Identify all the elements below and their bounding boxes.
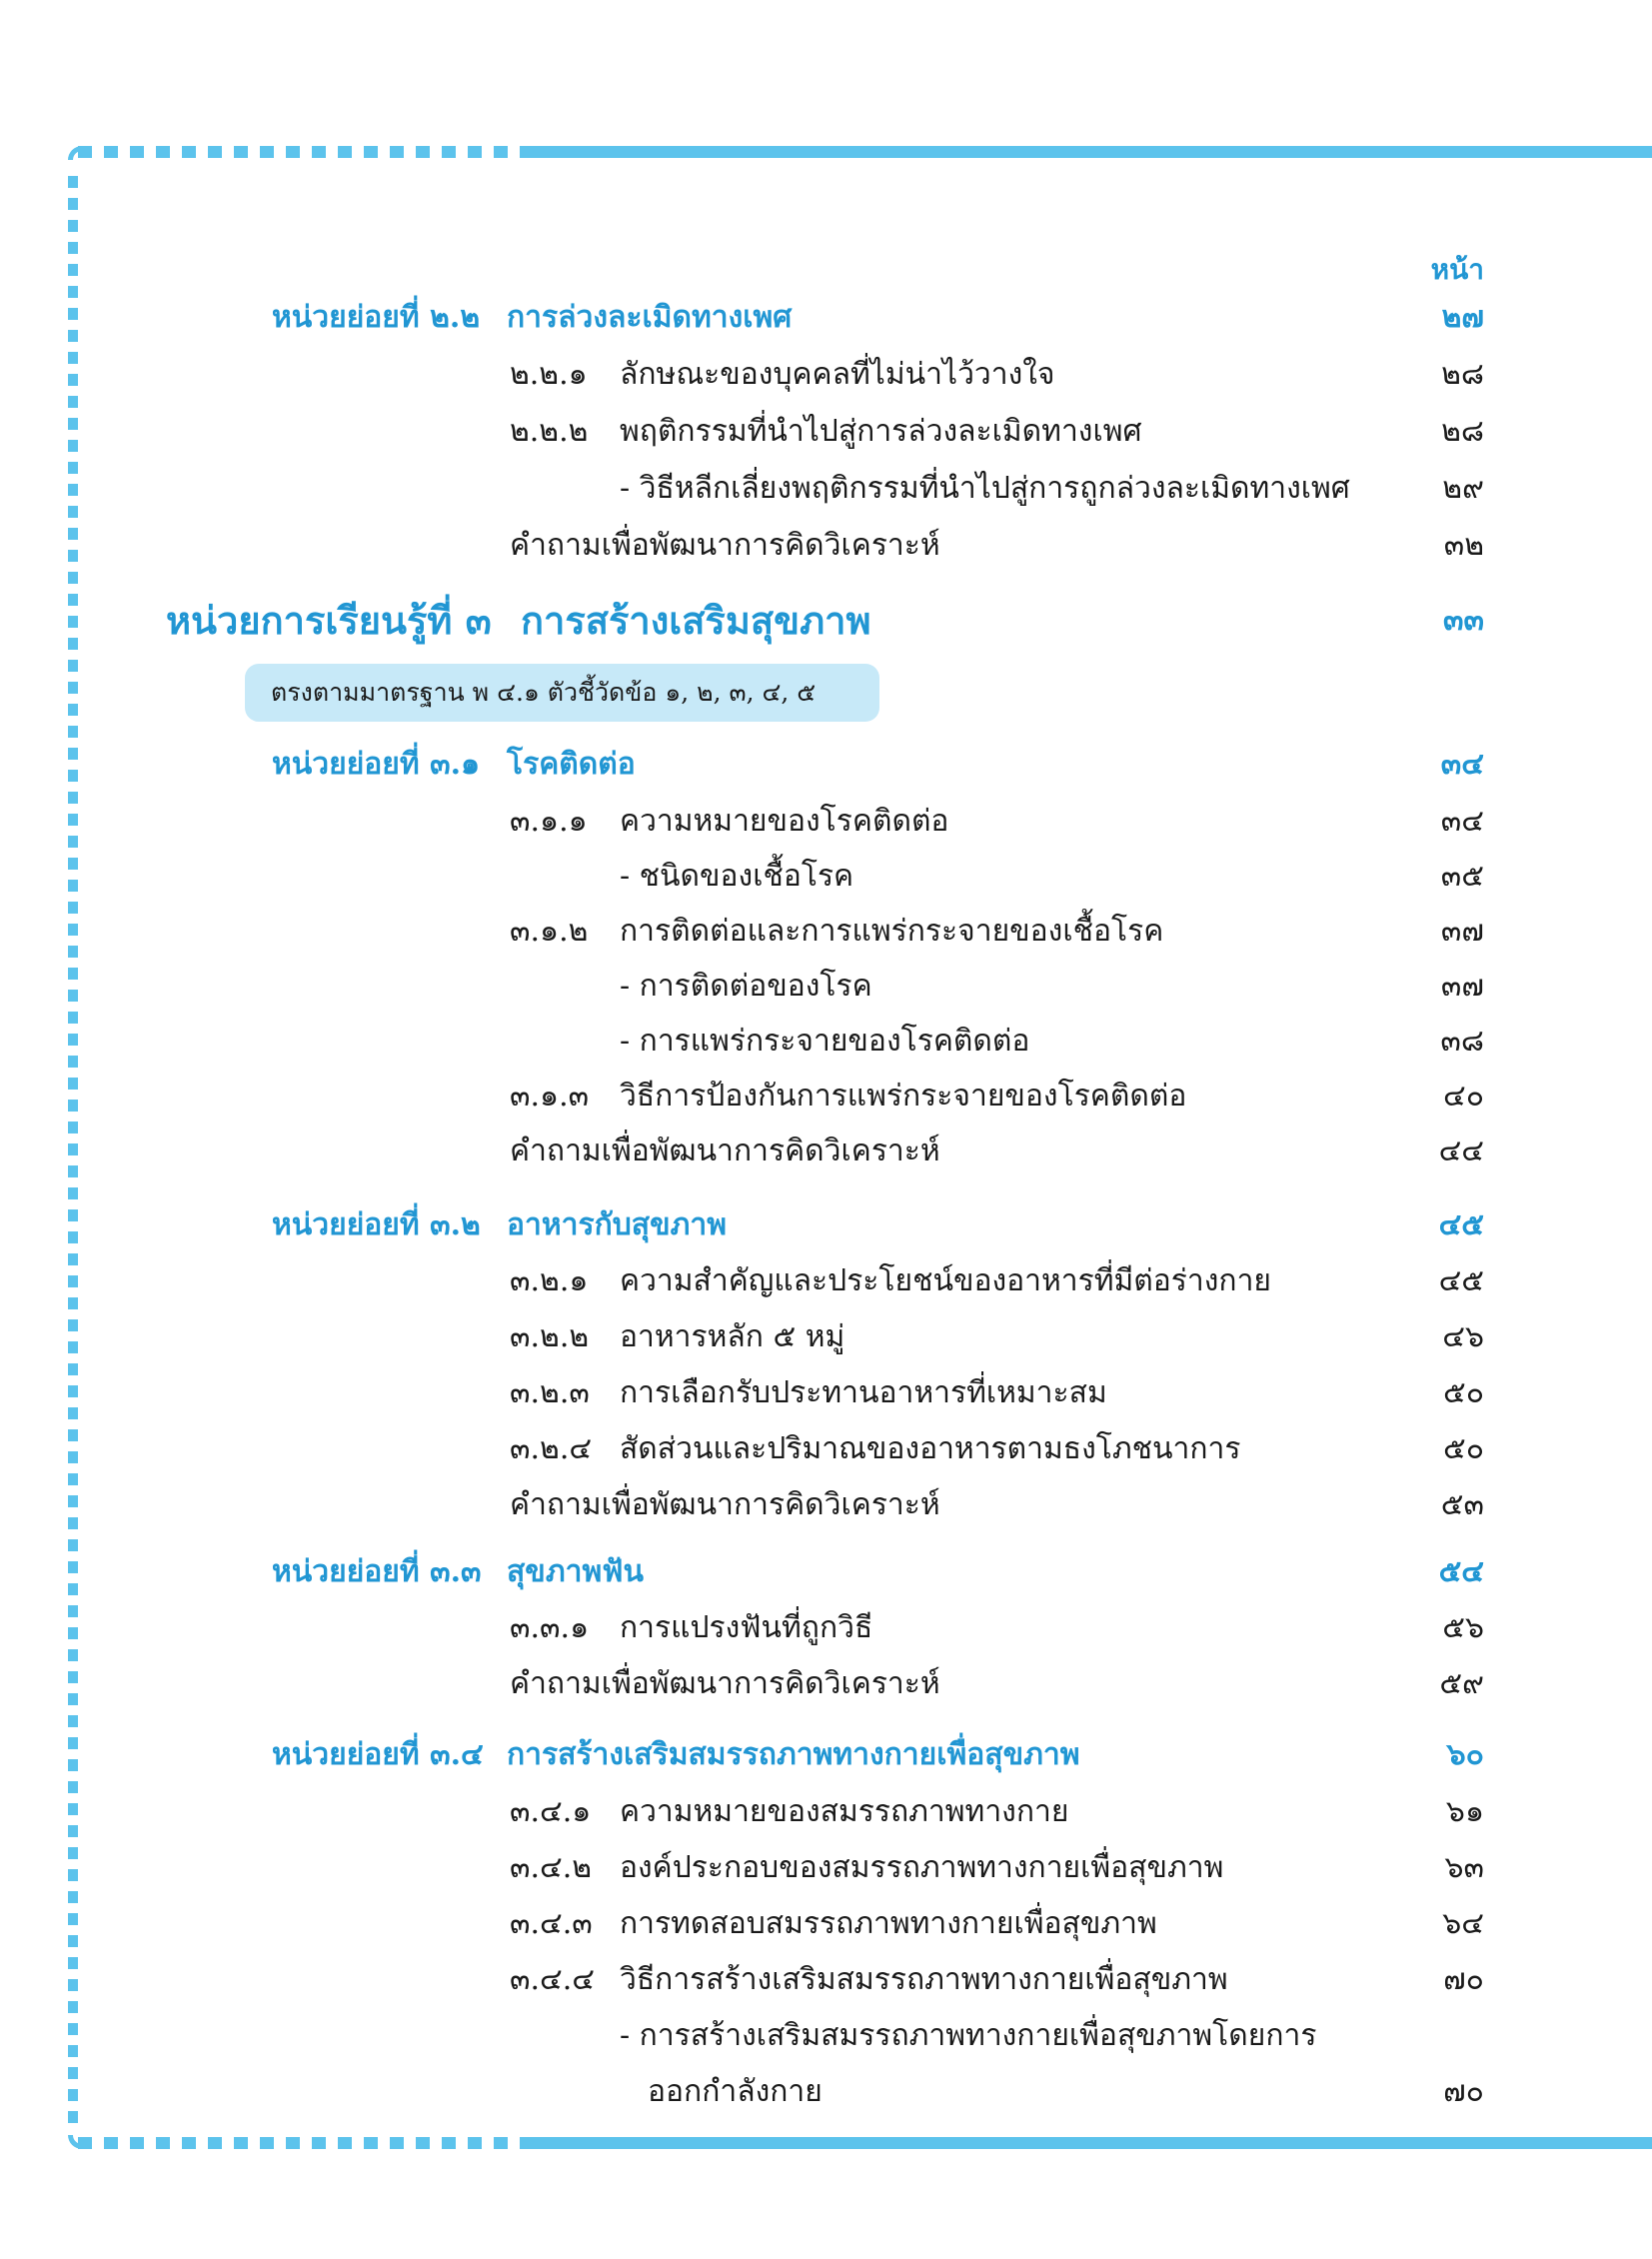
page-number: ๔๕: [1438, 1263, 1484, 1298]
page-number: ๓๔: [1440, 804, 1484, 839]
page-number: ๔๖: [1442, 1319, 1484, 1354]
page-number: ๒๘: [1441, 357, 1484, 392]
subunit-heading: หน่วยย่อยที่ ๓.๒ อาหารกับสุขภาพ: [272, 1207, 728, 1242]
toc-subentry-continuation: ออกกำลังกาย: [648, 2074, 823, 2109]
page-number: ๓๓: [1442, 603, 1484, 638]
subunit-heading: หน่วยย่อยที่ ๓.๓ สุขภาพฟัน: [272, 1554, 644, 1589]
toc-entry: ๓.๔.๒ องค์ประกอบของสมรรถภาพทางกายเพื่อสุขภาพ: [510, 1850, 1224, 1885]
page-number: ๗๐: [1443, 1962, 1484, 1997]
subunit-heading: หน่วยย่อยที่ ๓.๔ การสร้างเสริมสมรรถภาพทางกายเพื่อสุขภาพ: [272, 1737, 1080, 1772]
page-number: ๔๔: [1438, 1133, 1484, 1168]
toc-entry: ๓.๒.๓ การเลือกรับประทานอาหารที่เหมาะสม: [510, 1375, 1107, 1410]
toc-subentry: - การแพร่กระจายของโรคติดต่อ: [620, 1024, 1030, 1059]
page-column-label: หน้า: [1430, 253, 1484, 286]
page-number: ๕๖: [1442, 1610, 1484, 1645]
review-questions: คำถามเพื่อพัฒนาการคิดวิเคราะห์: [510, 1666, 940, 1701]
page-number: ๒๘: [1441, 414, 1484, 449]
page-number: ๓๗: [1440, 969, 1484, 1004]
page-number: ๗๐: [1443, 2074, 1484, 2109]
standard-indicator-note: ตรงตามมาตรฐาน พ ๔.๑ ตัวชี้วัดข้อ ๑, ๒, ๓, ๔, ๕: [245, 664, 879, 722]
page-number: ๖๓: [1444, 1850, 1484, 1885]
page-number: ๖๑: [1445, 1794, 1484, 1829]
subunit-heading: หน่วยย่อยที่ ๒.๒ การล่วงละเมิดทางเพศ: [272, 300, 793, 335]
frame-bottom-dotted-line: [78, 2137, 528, 2149]
page-number: ๒๙: [1442, 471, 1484, 506]
page-number: ๖๐: [1446, 1737, 1484, 1772]
page-number: ๕๓: [1440, 1487, 1484, 1522]
page-number: ๓๔: [1440, 747, 1484, 782]
page-number: ๒๗: [1441, 300, 1484, 335]
toc-entry: ๓.๔.๓ การทดสอบสมรรถภาพทางกายเพื่อสุขภาพ: [510, 1906, 1157, 1941]
page-number: ๓๕: [1440, 859, 1484, 894]
frame-left-dotted-line: [68, 176, 78, 2125]
review-questions: คำถามเพื่อพัฒนาการคิดวิเคราะห์: [510, 1487, 940, 1522]
toc-entry: ๓.๔.๑ ความหมายของสมรรถภาพทางกาย: [510, 1794, 1069, 1829]
review-questions: คำถามเพื่อพัฒนาการคิดวิเคราะห์: [510, 1133, 940, 1168]
page-number: ๕๔: [1438, 1554, 1484, 1589]
frame-top-bar: [528, 146, 1652, 158]
toc-subentry: - การติดต่อของโรค: [620, 969, 872, 1004]
subunit-heading: หน่วยย่อยที่ ๓.๑ โรคติดต่อ: [272, 747, 636, 782]
toc-subentry: - วิธีหลีกเลี่ยงพฤติกรรมที่นำไปสู่การถูกล่วงละเมิดทางเพศ: [620, 471, 1350, 506]
page-number: ๕๐: [1442, 1375, 1484, 1410]
toc-entry: ๓.๒.๒ อาหารหลัก ๕ หมู่: [510, 1319, 845, 1354]
toc-entry: ๒.๒.๑ ลักษณะของบุคคลที่ไม่น่าไว้วางใจ: [510, 357, 1055, 392]
toc-subentry: - ชนิดของเชื้อโรค: [620, 859, 854, 894]
toc-subentry: - การสร้างเสริมสมรรถภาพทางกายเพื่อสุขภาพโดยการ: [620, 2018, 1317, 2053]
toc-entry: ๒.๒.๒ พฤติกรรมที่นำไปสู่การล่วงละเมิดทางเพศ: [510, 414, 1142, 449]
toc-entry: ๓.๑.๓ วิธีการป้องกันการแพร่กระจายของโรคติดต่อ: [510, 1079, 1187, 1114]
page-number: ๕๐: [1442, 1431, 1484, 1466]
toc-entry: ๓.๒.๑ ความสำคัญและประโยชน์ของอาหารที่มีต่อร่างกาย: [510, 1263, 1272, 1298]
unit-heading: หน่วยการเรียนรู้ที่ ๓ การสร้างเสริมสุขภาพ: [166, 598, 871, 643]
toc-entry: ๓.๒.๔ สัดส่วนและปริมาณของอาหารตามธงโภชนาการ: [510, 1431, 1241, 1466]
page-number: ๔๐: [1442, 1079, 1484, 1114]
toc-entry: ๓.๔.๔ วิธีการสร้างเสริมสมรรถภาพทางกายเพื่อสุขภาพ: [510, 1962, 1228, 1997]
frame-bottom-bar: [528, 2137, 1652, 2149]
page-number: ๓๘: [1440, 1024, 1484, 1059]
frame-top-dotted-line: [78, 146, 528, 158]
page-number: ๓๒: [1443, 528, 1484, 563]
toc-entry: ๓.๑.๑ ความหมายของโรคติดต่อ: [510, 804, 949, 839]
review-questions: คำถามเพื่อพัฒนาการคิดวิเคราะห์: [510, 528, 940, 563]
page-number: ๕๙: [1439, 1666, 1484, 1701]
page-number: ๖๔: [1442, 1906, 1484, 1941]
toc-entry: ๓.๓.๑ การแปรงฟันที่ถูกวิธี: [510, 1610, 873, 1645]
toc-entry: ๓.๑.๒ การติดต่อและการแพร่กระจายของเชื้อโรค: [510, 914, 1164, 949]
page-number: ๓๗: [1440, 914, 1484, 949]
page-number: ๔๕: [1438, 1207, 1484, 1242]
